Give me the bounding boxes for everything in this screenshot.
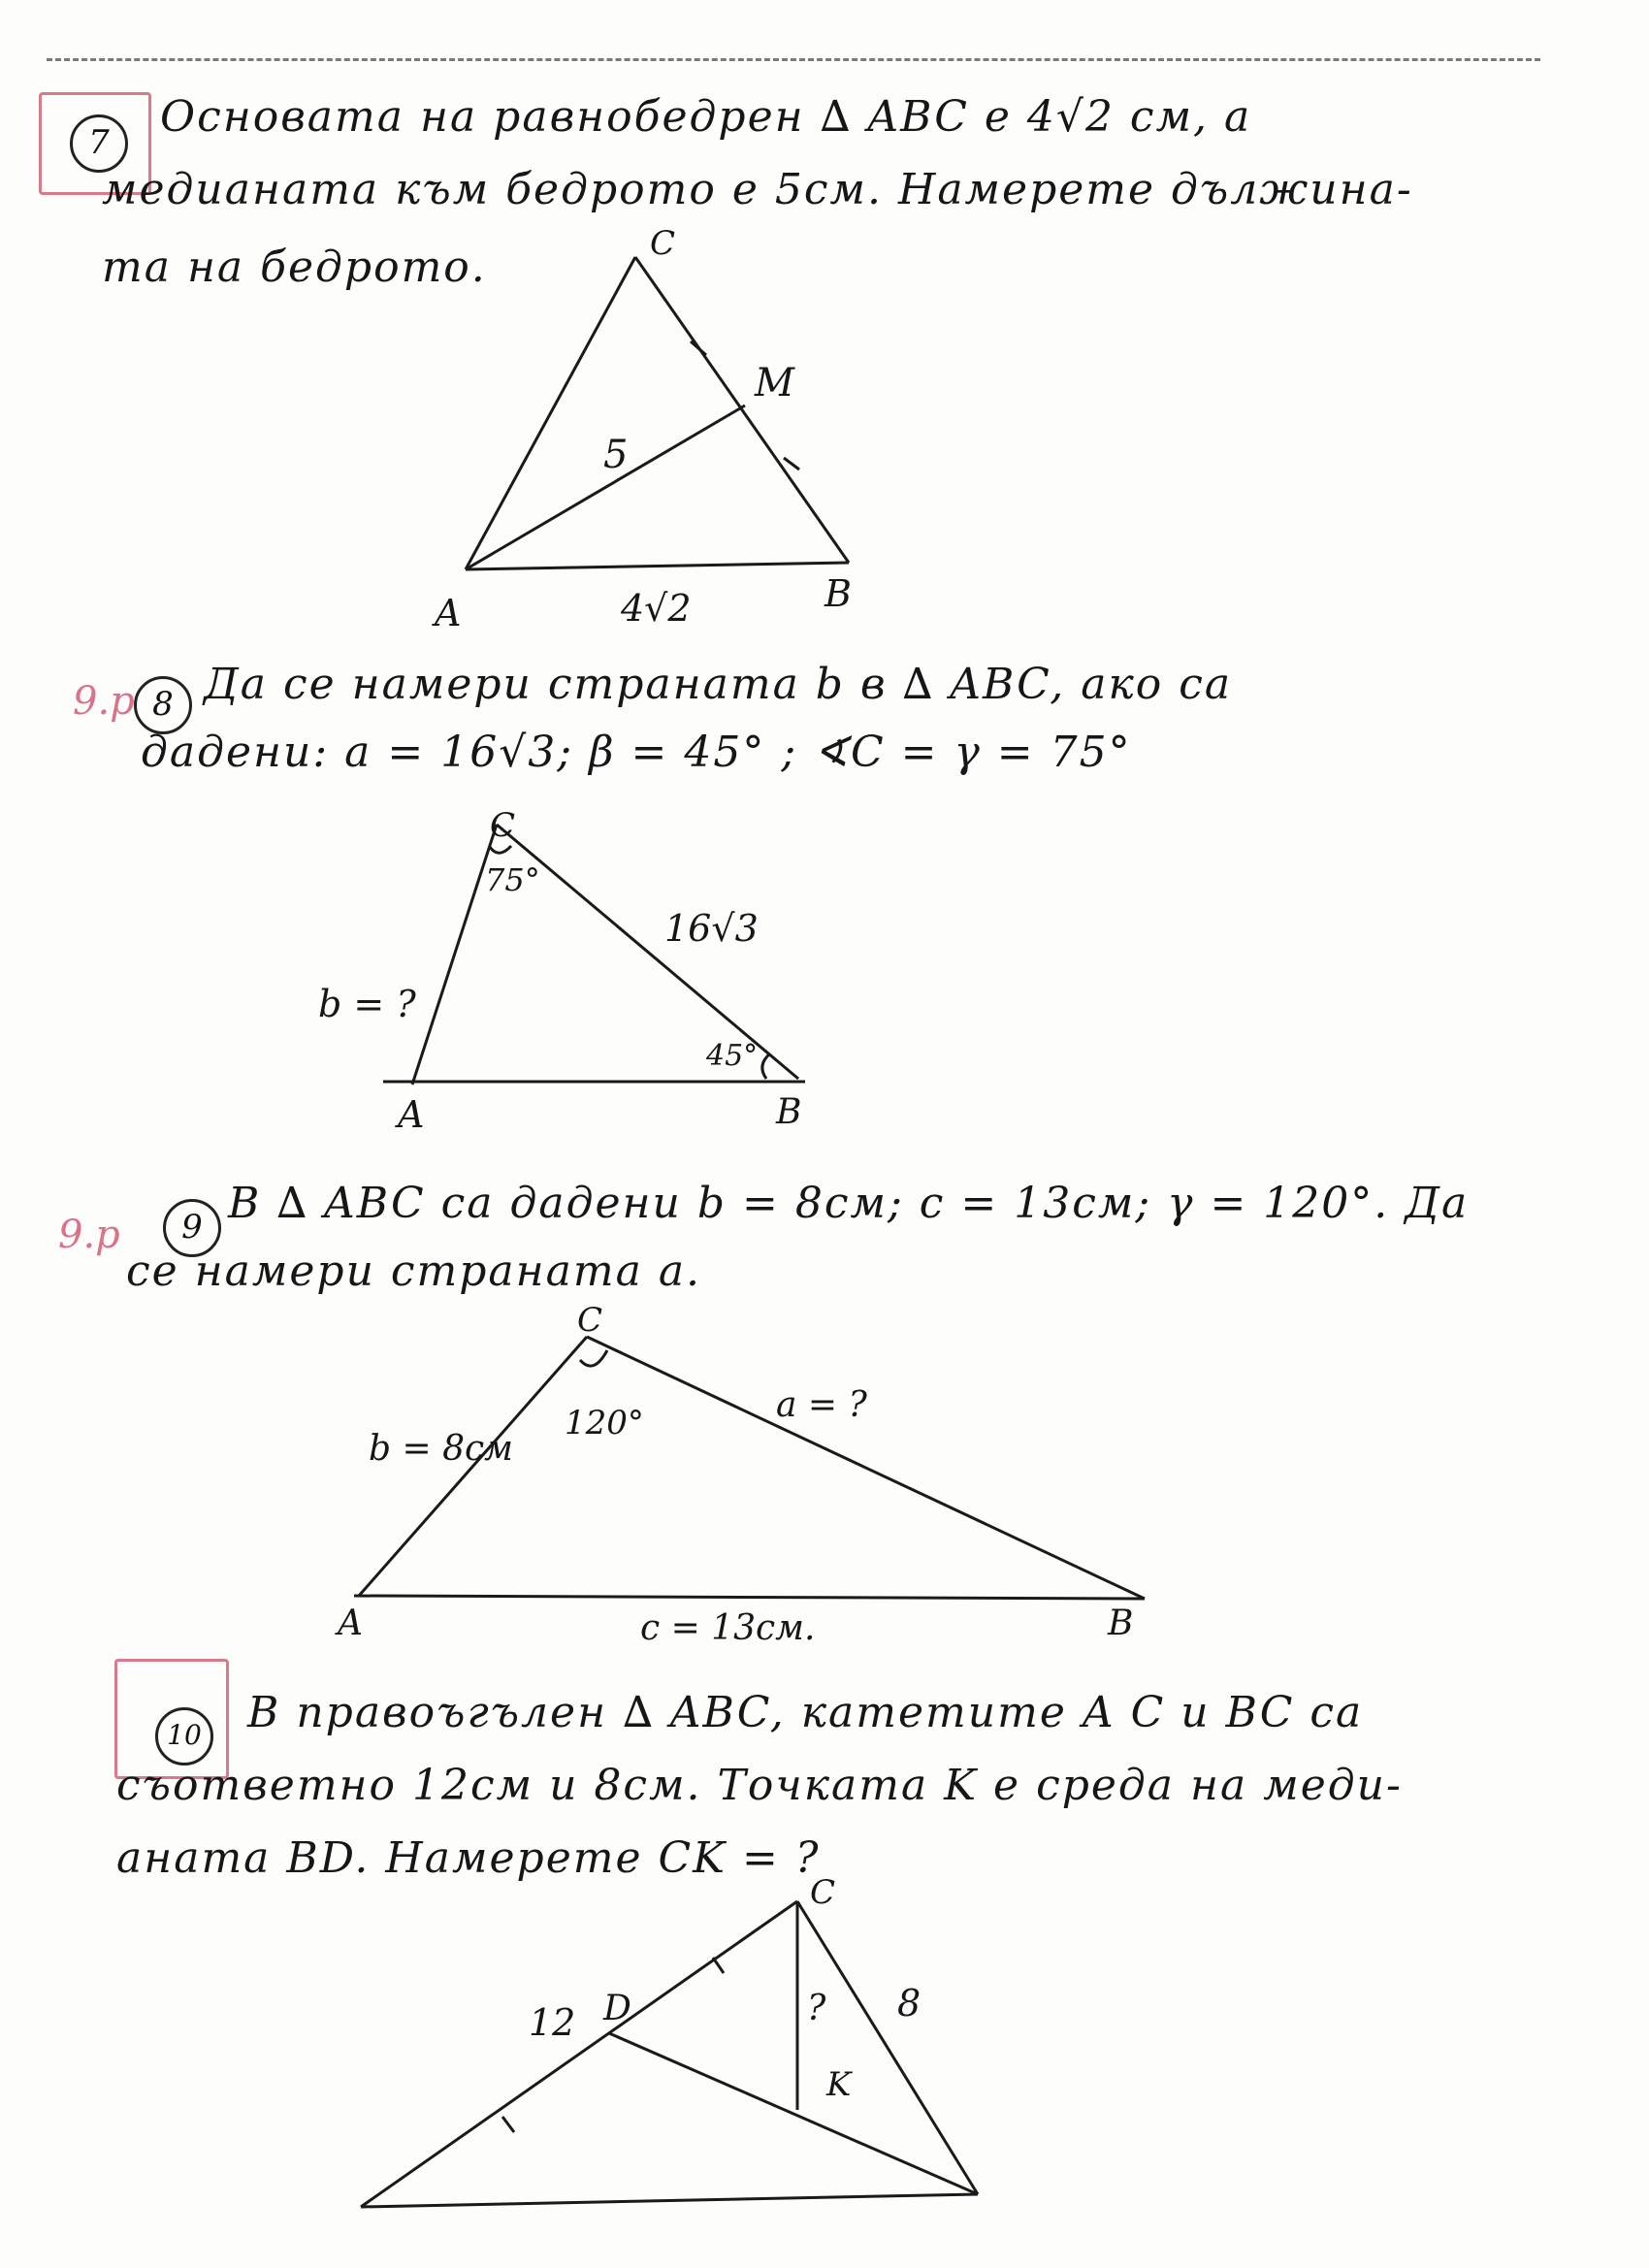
figure-10-triangle xyxy=(361,1901,978,2207)
figure-10-leg-ac: 12 xyxy=(529,2001,576,2044)
figure-9-side-c: c = 13см. xyxy=(640,1608,816,1648)
problem-10-line-3: аната BD. Намерете CK = ? xyxy=(116,1833,821,1883)
figure-7-median xyxy=(466,405,745,569)
figure-7-label-a: A xyxy=(435,592,462,634)
problem-7-line-3: та на бедрото. xyxy=(102,243,487,292)
figure-8-side-a: 16√3 xyxy=(664,907,759,950)
figure-10-median-bd xyxy=(609,2033,978,2194)
problem-8-margin-mark: 9.р xyxy=(73,679,135,724)
problem-7-number: 7 xyxy=(70,114,128,173)
figure-7-triangle xyxy=(466,257,849,569)
figure-9-side-b: b = 8см xyxy=(369,1429,514,1469)
figure-9-angle-c: 120° xyxy=(565,1404,644,1442)
figure-7-label-c: C xyxy=(650,224,676,263)
figure-9-label-c: C xyxy=(577,1301,603,1340)
figure-7-label-base: 4√2 xyxy=(621,587,692,630)
figure-9-label-a: A xyxy=(338,1604,363,1643)
problem-9-margin-mark: 9.р xyxy=(58,1213,120,1257)
problem-10-number: 10 xyxy=(155,1707,213,1766)
problem-8-line-1: Да се намери страната b в ∆ ABC, ако са xyxy=(204,660,1233,709)
figure-8-angle-b: 45° xyxy=(706,1039,759,1073)
figure-8-label-b: B xyxy=(776,1092,802,1132)
problem-7-line-2: медианата към бедрото е 5см. Намерете дължина- xyxy=(102,165,1413,214)
problem-9-number: 9 xyxy=(163,1199,221,1257)
problem-9-line-1: B ∆ ABC са дадени b = 8см; c = 13см; γ = 120°. Да xyxy=(228,1179,1470,1228)
figure-10-label-d: D xyxy=(603,1989,631,2028)
problem-10-line-2: съответно 12см и 8см. Точката K е среда на меди- xyxy=(116,1761,1403,1810)
figure-10-label-c: C xyxy=(810,1873,836,1912)
figure-9-side-a: a = ? xyxy=(776,1385,867,1425)
problem-8-number: 8 xyxy=(134,676,192,734)
problem-8-line-2: дадени: a = 16√3; β = 45° ; ∢C = γ = 75° xyxy=(141,728,1132,777)
figure-8-label-a: A xyxy=(398,1093,425,1136)
figure-7-label-b: B xyxy=(824,572,852,615)
problem-10-line-1: B правоъгълен ∆ ABC, катетите A C и BC са xyxy=(247,1688,1364,1737)
figure-9-label-b: B xyxy=(1108,1604,1134,1643)
problem-7-line-1: Основата на равнобедрен ∆ ABC е 4√2 см, а xyxy=(160,92,1252,142)
figure-8-side-b: b = ? xyxy=(318,983,416,1025)
figure-8-label-c: C xyxy=(490,806,516,845)
figure-10-leg-bc: 8 xyxy=(897,1982,922,2025)
figure-7-label-median: 5 xyxy=(603,433,629,477)
figure-10-label-k: K xyxy=(826,2065,852,2104)
problem-9-line-2: се намери страната a. xyxy=(126,1247,702,1296)
figure-7-label-m: M xyxy=(755,361,794,405)
figure-10-ck: ? xyxy=(807,1989,826,2028)
figure-8-angle-c: 75° xyxy=(485,861,540,898)
